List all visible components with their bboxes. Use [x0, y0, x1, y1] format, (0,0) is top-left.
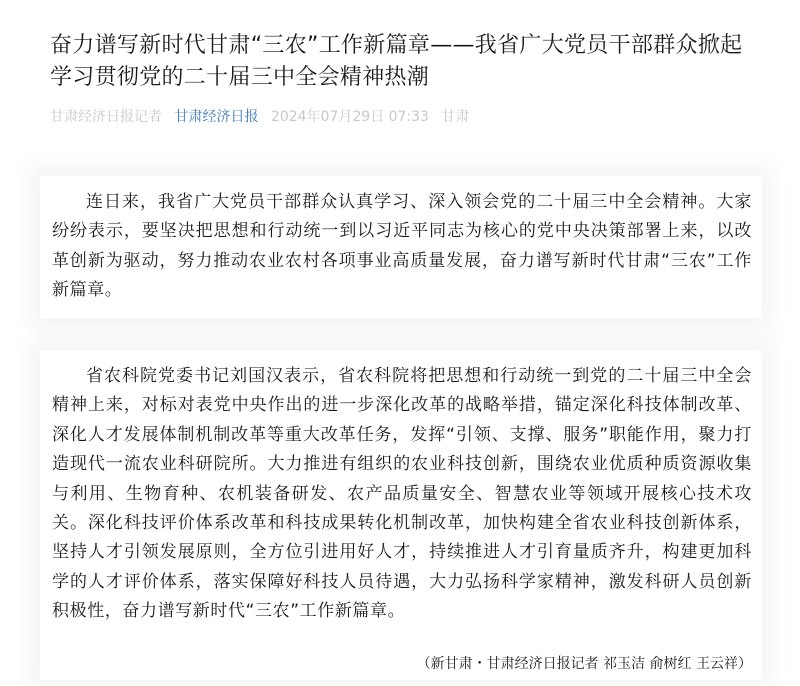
article-paragraph-2: 省农科院党委书记刘国汉表示，省农科院将把思想和行动统一到党的二十届三中全会精神上来，对标对表党中央作出的进一步深化改革的战略举措，锚定深化科技体制改革、深化人才发展体制机制改革等重大改革任务，发挥“引领、支撑、服务”职能作用，聚力打造现代一流农业科研院所。大力推进有组织的农业科技创新，围绕农业优质种质资源收集与利用、生物育种、农机装备研发、农产品质量安全、智慧农业等领域开展核心技术攻关。深化科技评价体系改革和科技成果转化机制改革，加快构建全省农业科技创新体系，坚持人才引领发展原则，全方位引进用好人才，持续推进人才引育量质齐升，构建更加科学的人才评价体系，落实保障好科技人员待遇，大力弘扬科学家精神，激发科研人员创新积极性，奋力谱写新时代“三农”工作新篇章。	[40, 350, 762, 680]
article-title: 奋力谱写新时代甘肃“三农”工作新篇章——我省广大党员干部群众掀起学习贯彻党的二十届三中全会精神热潮	[50, 33, 743, 90]
source-link[interactable]: 甘肃经济日报	[174, 109, 259, 125]
region-label: 甘肃	[441, 109, 470, 125]
article-meta	[50, 107, 477, 127]
reporter-label: 甘肃经济日报记者	[50, 109, 162, 125]
article-paragraph-1: 连日来，我省广大党员干部群众认真学习、深入领会党的二十届三中全会精神。大家纷纷表示，要坚决把思想和行动统一到以习近平同志为核心的党中央决策部署上来，以改革创新为驱动，努力推动农业农村各项事业高质量发展，奋力谱写新时代甘肃“三农”工作新篇章。	[40, 176, 762, 318]
publish-datetime: 2024年07月29日 07:33	[270, 109, 429, 125]
article-byline: （新甘肃・甘肃经济日报记者 祁玉洁 俞树红 王云祥）	[416, 656, 752, 672]
